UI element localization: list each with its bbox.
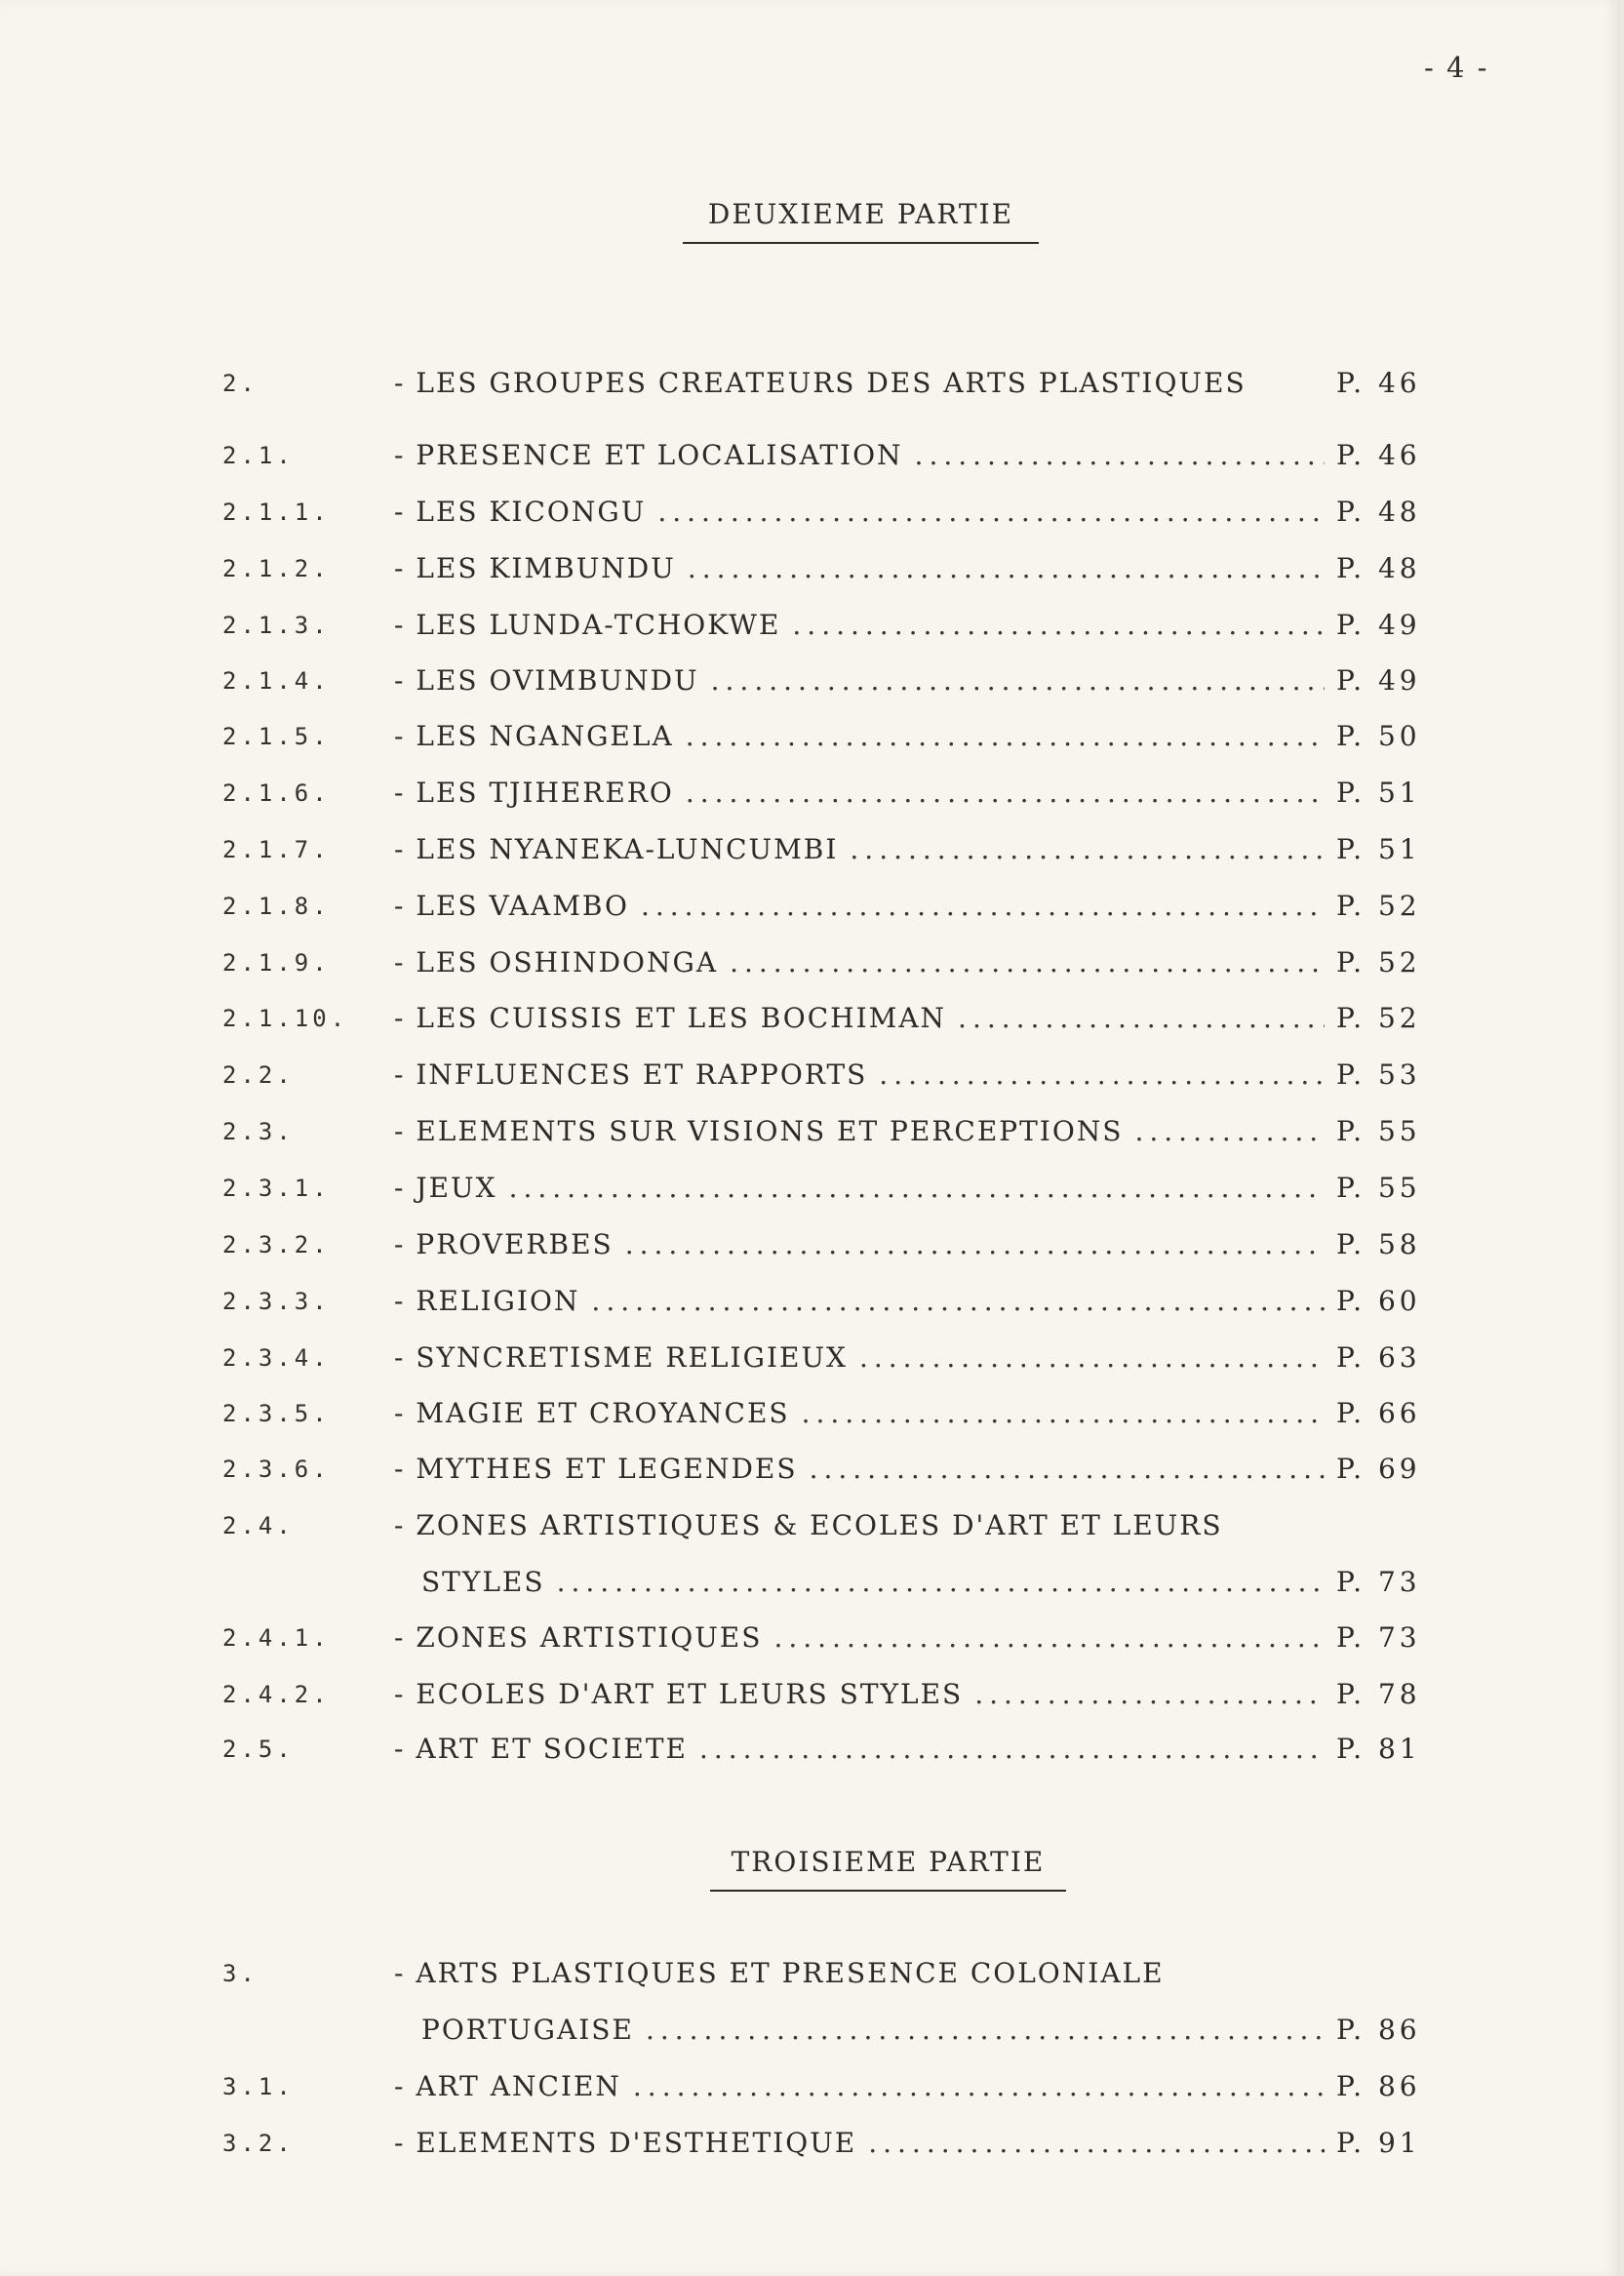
toc-entry: [222, 1563, 1451, 1602]
toc-entry-label: STYLES: [421, 1566, 545, 1598]
toc-entry-label: - ARTS PLASTIQUES ET PRESENCE COLONIALE: [394, 1957, 1165, 1989]
toc-entry-title-line: [394, 943, 1325, 982]
toc-entry-title-line: [394, 1675, 1325, 1714]
toc-entry: [222, 606, 1451, 645]
toc-entry-title-line: [394, 1730, 1325, 1769]
toc-entry-number: 2.3.4.: [222, 1344, 331, 1372]
toc-entry-number: 2.1.: [222, 442, 295, 469]
toc-entry: [222, 2011, 1451, 2050]
toc-entry: [222, 1056, 1451, 1095]
toc-entry-title-line: [394, 774, 1325, 813]
toc-entry-label: - MAGIE ET CROYANCES: [394, 1397, 790, 1429]
toc-entry-number: 2.1.8.: [222, 893, 331, 920]
toc-entry-title-line: [394, 887, 1325, 926]
toc-entry-title-line: [394, 606, 1325, 645]
dot-leader: [859, 1338, 1325, 1378]
toc-entry-label: - LES NYANEKA-LUNCUMBI: [394, 833, 839, 865]
toc-entry-page: P. 60: [1336, 1285, 1421, 1317]
toc-entry: [222, 2067, 1451, 2106]
toc-entry-label: - ZONES ARTISTIQUES & ECOLES D'ART ET LEURS: [394, 1509, 1223, 1541]
toc-entry-number: 2.3.3.: [222, 1288, 331, 1315]
toc-entry-title-line: [394, 1618, 1325, 1657]
toc-entry-title-line: [421, 1563, 1325, 1602]
toc-entry-label: - SYNCRETISME RELIGIEUX: [394, 1341, 848, 1374]
toc-entry: [222, 1282, 1451, 1321]
toc-entry-page: P. 48: [1336, 496, 1421, 528]
toc-entry-page: P. 81: [1336, 1733, 1421, 1765]
toc-entry-number: 3.1.: [222, 2073, 295, 2100]
toc-entry-title-line: [394, 2067, 1325, 2106]
toc-entry-page: P. 46: [1336, 439, 1421, 471]
toc-entry-label: - INFLUENCES ET RAPPORTS: [394, 1058, 868, 1091]
part-two-underline: [683, 242, 1039, 244]
toc-entry-label: PORTUGAISE: [421, 2014, 634, 2046]
dot-leader: [625, 1225, 1325, 1264]
toc-entry-title-line: [394, 1225, 1325, 1264]
toc-entry: [222, 1394, 1451, 1433]
toc-entry-label: - ELEMENTS D'ESTHETIQUE: [394, 2127, 857, 2159]
toc-entry-page: P. 73: [1336, 1566, 1421, 1598]
toc-entry-number: 2.1.2.: [222, 555, 331, 582]
dot-leader: [810, 1450, 1325, 1489]
toc-entry-number: 2.1.10.: [222, 1005, 349, 1032]
dot-leader: [688, 549, 1325, 588]
toc-entry-title-line: [394, 1450, 1325, 1489]
toc-entry-title-line: [394, 1506, 1325, 1545]
dot-leader: [773, 1618, 1325, 1657]
toc-entry-title-line: [394, 493, 1325, 532]
toc-entry-page: P. 49: [1336, 609, 1421, 641]
toc-entry-label: - JEUX: [394, 1172, 497, 1204]
toc-entry: [222, 717, 1451, 756]
dot-leader: [792, 606, 1325, 645]
toc-entry-title-line: [394, 830, 1325, 869]
toc-entry-label: - ECOLES D'ART ET LEURS STYLES: [394, 1678, 964, 1710]
toc-entry-label: - ART ANCIEN: [394, 2070, 621, 2102]
toc-entry-number: 2.1.4.: [222, 667, 331, 695]
toc-entry-page: P. 52: [1336, 946, 1421, 978]
toc-entry: [222, 2124, 1451, 2163]
page-number: - 4 -: [1424, 51, 1489, 84]
toc-entry: [222, 661, 1451, 700]
toc-entry-title-line: [394, 999, 1325, 1038]
toc-entry-label: - MYTHES ET LEGENDES: [394, 1453, 798, 1485]
toc-entry: [222, 1225, 1451, 1264]
toc-entry: [222, 364, 1451, 403]
toc-entry-label: - LES TJIHERERO: [394, 777, 674, 809]
toc-entry-page: P. 48: [1336, 552, 1421, 584]
toc-entry-number: 2.2.: [222, 1061, 295, 1089]
toc-entry-page: P. 66: [1336, 1397, 1421, 1429]
toc-entry-number: 2.1.3.: [222, 612, 331, 639]
toc-entry-label: - PRESENCE ET LOCALISATION: [394, 439, 903, 471]
toc-entry-number: 2.3.5.: [222, 1400, 331, 1427]
toc-entry-title-line: [394, 1112, 1325, 1151]
toc-entry: [222, 1450, 1451, 1489]
toc-entry: [222, 887, 1451, 926]
dot-leader: [591, 1282, 1325, 1321]
toc-entry-number: 2.3.6.: [222, 1456, 331, 1483]
dot-leader: [958, 999, 1325, 1038]
toc-entry-page: P. 55: [1336, 1172, 1421, 1204]
toc-entry-label: - LES LUNDA-TCHOKWE: [394, 609, 781, 641]
part-three-title: TROISIEME PARTIE: [731, 1846, 1046, 1878]
dot-leader: [1134, 1112, 1325, 1151]
toc-entry-label: - LES KICONGU: [394, 496, 647, 528]
toc-entry-label: - LES GROUPES CREATEURS DES ARTS PLASTIQUES: [394, 367, 1247, 399]
toc-entry-label: - LES NGANGELA: [394, 720, 674, 752]
toc-entry-number: 2.3.2.: [222, 1231, 331, 1258]
toc-entry-page: P. 53: [1336, 1058, 1421, 1091]
toc-entry-page: P. 49: [1336, 664, 1421, 697]
toc-entry-title-line: [394, 1954, 1325, 1993]
toc-entry-page: P. 69: [1336, 1453, 1421, 1485]
part-two-title: DEUXIEME PARTIE: [707, 198, 1014, 230]
dot-leader: [509, 1169, 1325, 1208]
toc-entry-label: - ART ET SOCIETE: [394, 1733, 688, 1765]
toc-entry-page: P. 91: [1336, 2127, 1421, 2159]
part-three-heading: [710, 1846, 1066, 1892]
dot-leader: [850, 830, 1325, 869]
toc-entry-label: - LES VAAMBO: [394, 890, 629, 922]
toc-entry: [222, 493, 1451, 532]
dot-leader: [868, 2124, 1325, 2163]
toc-entry-title-line: [394, 1282, 1325, 1321]
part-three-underline: [710, 1890, 1066, 1892]
toc-entry-page: P. 63: [1336, 1341, 1421, 1374]
toc-entry-title-line: [394, 364, 1325, 403]
toc-entry: [222, 1730, 1451, 1769]
dot-leader: [699, 1730, 1325, 1769]
toc-entry: [222, 1169, 1451, 1208]
dot-leader: [646, 2011, 1325, 2050]
toc-entry-page: P. 51: [1336, 833, 1421, 865]
dot-leader: [657, 493, 1325, 532]
toc-entry-title-line: [394, 1056, 1325, 1095]
dot-leader: [633, 2067, 1325, 2106]
toc-entry: [222, 436, 1451, 475]
toc-entry-number: 2.: [222, 370, 258, 397]
toc-entry-number: 2.4.: [222, 1512, 295, 1539]
toc-entry-number: 2.4.1.: [222, 1624, 331, 1652]
toc-entry-title-line: [394, 1338, 1325, 1378]
dot-leader: [879, 1056, 1325, 1095]
dot-leader: [802, 1394, 1325, 1433]
toc-entry-number: 2.3.1.: [222, 1175, 331, 1202]
dot-leader: [686, 774, 1325, 813]
toc-entry-number: 2.1.9.: [222, 949, 331, 977]
toc-entry-title-line: [421, 2011, 1325, 2050]
toc-entry: [222, 1338, 1451, 1378]
toc-entry: [222, 999, 1451, 1038]
dot-leader: [557, 1563, 1325, 1602]
toc-entry-page: P. 58: [1336, 1228, 1421, 1260]
toc-entry: [222, 1506, 1451, 1545]
toc-entry-number: 2.4.2.: [222, 1681, 331, 1708]
toc-entry-number: 3.2.: [222, 2130, 295, 2157]
toc-entry: [222, 1618, 1451, 1657]
toc-entry-page: P. 50: [1336, 720, 1421, 752]
toc-entry-label: - LES CUISSIS ET LES BOCHIMAN: [394, 1002, 947, 1034]
dot-leader: [711, 661, 1325, 700]
toc-entry-number: 2.1.7.: [222, 836, 331, 863]
dot-leader: [730, 943, 1325, 982]
toc-entry-number: 3.: [222, 1960, 258, 1987]
toc-entry-number: 2.5.: [222, 1736, 295, 1763]
toc-entry-title-line: [394, 1394, 1325, 1433]
toc-entry: [222, 1112, 1451, 1151]
toc-entry: [222, 830, 1451, 869]
toc-entry-title-line: [394, 2124, 1325, 2163]
dot-leader: [915, 436, 1325, 475]
toc-entry: [222, 943, 1451, 982]
toc-entry-page: P. 86: [1336, 2014, 1421, 2046]
toc-entry-page: P. 46: [1336, 367, 1421, 399]
toc-entry-page: P. 52: [1336, 890, 1421, 922]
toc-entry-page: P. 78: [1336, 1678, 1421, 1710]
toc-entry-label: - LES KIMBUNDU: [394, 552, 676, 584]
toc-entry-number: 2.3.: [222, 1118, 295, 1145]
dot-leader: [686, 717, 1325, 756]
toc-entry-number: 2.1.5.: [222, 723, 331, 750]
toc-entry: [222, 1675, 1451, 1714]
toc-entry-page: P. 86: [1336, 2070, 1421, 2102]
dot-leader: [641, 887, 1325, 926]
toc-entry-title-line: [394, 717, 1325, 756]
toc-entry-label: - RELIGION: [394, 1285, 580, 1317]
toc-entry-page: P. 55: [1336, 1115, 1421, 1147]
toc-entry-label: - PROVERBES: [394, 1228, 614, 1260]
toc-entry-label: - LES OVIMBUNDU: [394, 664, 699, 697]
toc-entry: [222, 549, 1451, 588]
dot-leader: [974, 1675, 1325, 1714]
toc-entry-title-line: [394, 549, 1325, 588]
toc-entry-title-line: [394, 436, 1325, 475]
toc-entry-number: 2.1.6.: [222, 779, 331, 807]
toc-entry-page: P. 52: [1336, 1002, 1421, 1034]
toc-entry-title-line: [394, 1169, 1325, 1208]
toc-entry-page: P. 51: [1336, 777, 1421, 809]
toc-entry-label: - ZONES ARTISTIQUES: [394, 1621, 763, 1654]
toc-entry: [222, 774, 1451, 813]
toc-entry-label: - LES OSHINDONGA: [394, 946, 719, 978]
part-two-heading: [683, 198, 1039, 244]
toc-entry-number: 2.1.1.: [222, 499, 331, 526]
toc-entry-label: - ELEMENTS SUR VISIONS ET PERCEPTIONS: [394, 1115, 1124, 1147]
toc-entry: [222, 1954, 1451, 1993]
toc-entry-title-line: [394, 661, 1325, 700]
toc-entry-page: P. 73: [1336, 1621, 1421, 1654]
